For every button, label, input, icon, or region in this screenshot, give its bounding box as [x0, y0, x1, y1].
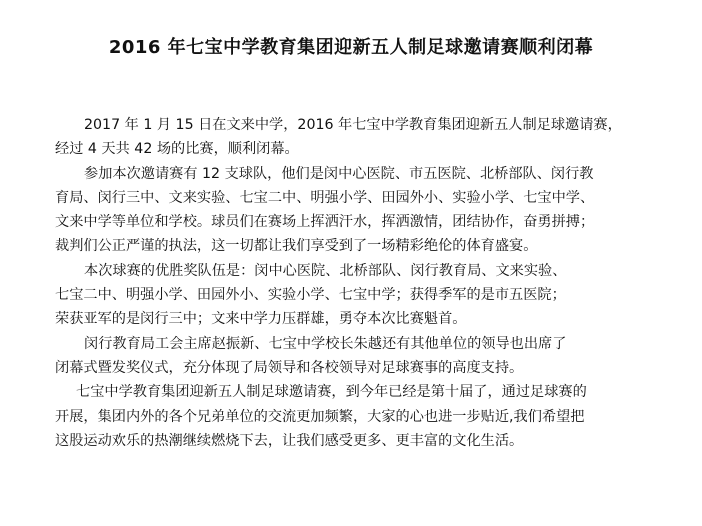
- paragraph-line: 本次球赛的优胜奖队伍是：闵中心医院、北桥部队、闵行教育局、文来实验、: [84, 262, 567, 279]
- paragraph-line: 裁判们公正严谨的执法，这一切都让我们享受到了一场精彩绝伦的体育盛宴。: [55, 238, 538, 255]
- document-title: 2016 年七宝中学教育集团迎新五人制足球邀请赛顺利闭幕: [108, 37, 594, 58]
- paragraph-line: 开展，集团内外的各个兄弟单位的交流更加频繁，大家的心也进一步贴近,我们希望把: [55, 408, 585, 425]
- paragraph-result: [55, 113, 665, 162]
- paragraph-line: 育局、闵行三中、文来实验、七宝二中、明强小学、田园外小、实验小学、七宝中学、: [55, 189, 595, 206]
- document-body: [55, 113, 665, 453]
- paragraph-line: 这股运动欢乐的热潮继续燃烧下去，让我们感受更多、更丰富的文化生活。: [55, 432, 524, 449]
- paragraph-awards: [55, 259, 665, 332]
- paragraph-ceremony: [55, 332, 665, 381]
- paragraph-line: 参加本次邀请赛有 12 支球队，他们是闵中心医院、市五医院、北桥部队、闵行教: [84, 165, 594, 182]
- paragraph-line: 闭幕式暨发奖仪式，充分体现了局领导和各校领导对足球赛事的高度支持。: [55, 359, 524, 376]
- paragraph-teams: [55, 162, 665, 259]
- paragraph-line: 闵行教育局工会主席赵振新、七宝中学校长朱越还有其他单位的领导也出席了: [84, 335, 567, 352]
- paragraph-line: 荣获亚军的是闵行三中；文来中学力压群雄，勇夺本次比赛魁首。: [55, 311, 467, 328]
- paragraph-closing: [55, 380, 665, 453]
- paragraph-line: 经过 4 天共 42 场的比赛，顺利闭幕。: [55, 141, 299, 158]
- paragraph-line: 七宝中学教育集团迎新五人制足球邀请赛，到今年已经是第十届了，通过足球赛的: [76, 384, 587, 401]
- paragraph-line: 七宝二中、明强小学、田园外小、实验小学、七宝中学；获得季军的是市五医院；: [55, 287, 566, 304]
- paragraph-line: 文来中学等单位和学校。球员们在赛场上挥洒汗水，挥洒激情，团结协作，奋勇拼搏；: [55, 214, 595, 231]
- paragraph-line: 2017 年 1 月 15 日在文来中学，2016 年七宝中学教育集团迎新五人制足球邀请赛，: [84, 117, 622, 133]
